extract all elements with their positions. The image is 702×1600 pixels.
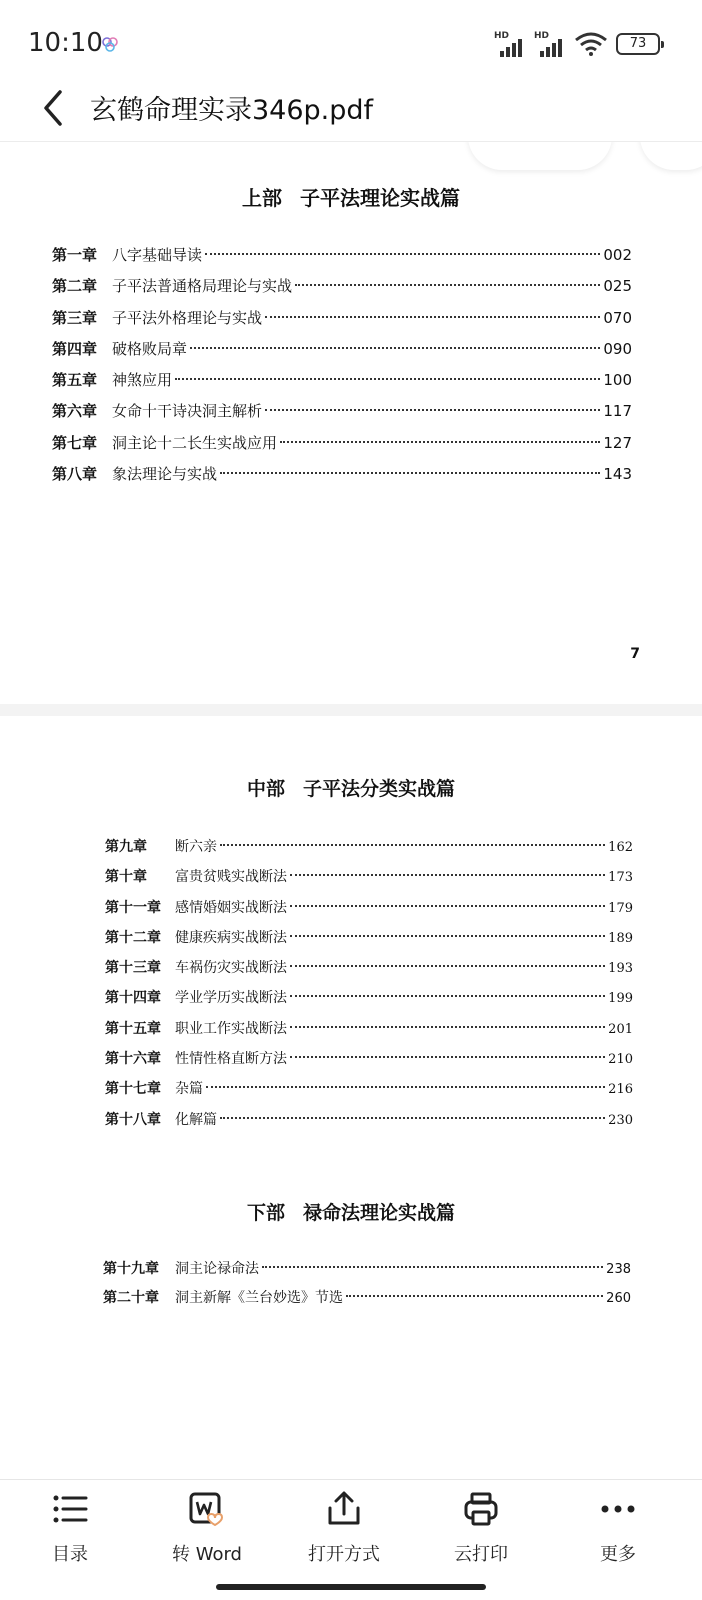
- section-heading: [0, 1198, 702, 1225]
- chapter-number: 第四章: [52, 339, 98, 358]
- battery-icon: 73: [616, 33, 660, 55]
- pdf-page: [0, 142, 702, 704]
- chapter-number: 第八章: [52, 465, 98, 484]
- more-label: 更多: [600, 1544, 636, 1565]
- chapter-title: 洞主论禄命法: [175, 1261, 259, 1277]
- chapter-title: 健康疾病实战断法: [175, 929, 287, 946]
- chapter-number: 第二章: [52, 277, 98, 296]
- toc-row: [52, 338, 632, 369]
- toc-button[interactable]: [10, 1480, 130, 1580]
- chapter-number: 第十七章: [105, 1081, 161, 1098]
- chapter-page: 238: [606, 1262, 631, 1277]
- toc-list: [105, 836, 633, 1139]
- chapter-page: 002: [603, 246, 632, 264]
- chapter-title: 性情性格直断方法: [175, 1051, 287, 1068]
- chapter-number: 第七章: [52, 433, 98, 452]
- chapter-page: 216: [608, 1082, 633, 1098]
- chapter-title: 感情婚姻实战断法: [175, 899, 287, 916]
- chapter-page: 162: [608, 840, 633, 855]
- chapter-title: 学业学历实战断法: [175, 990, 287, 1007]
- convert-word-label: 转 Word: [172, 1544, 242, 1565]
- toc-row: [52, 400, 632, 431]
- status-bar: [0, 0, 702, 80]
- cloud-print-label: 云打印: [454, 1544, 508, 1565]
- toc-row: [52, 244, 632, 275]
- pdf-viewer[interactable]: [0, 142, 702, 1479]
- chapter-number: 第五章: [52, 371, 98, 390]
- chapter-title: 神煞应用: [112, 371, 173, 390]
- toc-row: [52, 369, 632, 400]
- chapter-title: 化解篇: [175, 1111, 217, 1128]
- toc-row: [105, 1048, 633, 1078]
- word-convert-icon: [189, 1490, 225, 1528]
- chapter-number: 第十章: [105, 869, 147, 886]
- chapter-page: 173: [608, 870, 633, 886]
- cloud-print-button[interactable]: [421, 1480, 541, 1580]
- toc-row: [105, 1109, 633, 1139]
- chapter-page: 100: [603, 371, 632, 390]
- toc-row: [52, 432, 632, 463]
- toc-row: [105, 927, 633, 957]
- toc-row: [105, 866, 633, 896]
- convert-word-button[interactable]: [147, 1480, 267, 1580]
- toc-row: [52, 275, 632, 306]
- toc-row: [103, 1287, 631, 1316]
- chapter-title: 断六亲: [175, 839, 217, 855]
- chapter-page: 090: [603, 339, 632, 358]
- more-button[interactable]: [558, 1480, 678, 1580]
- chapter-number: 第二十章: [103, 1290, 159, 1306]
- floating-button[interactable]: [468, 142, 612, 170]
- chapter-page: 127: [603, 433, 632, 452]
- floating-button[interactable]: [640, 142, 702, 170]
- chapter-number: 第六章: [52, 402, 98, 421]
- chapter-number: 第十八章: [105, 1111, 161, 1128]
- chapter-number: 第十三章: [105, 960, 161, 977]
- chapter-number: 第十二章: [105, 929, 161, 946]
- back-arrow-icon[interactable]: [36, 86, 72, 130]
- chapter-page: 179: [608, 900, 633, 916]
- chapter-title: 富贵贫贱实战断法: [175, 869, 287, 886]
- chapter-page: 189: [608, 930, 633, 946]
- chapter-title: 象法理论与实战: [112, 465, 218, 484]
- toc-row: [103, 1258, 631, 1287]
- toc-list: [103, 1258, 631, 1316]
- section-heading: [0, 182, 702, 211]
- open-with-label: 打开方式: [308, 1544, 380, 1565]
- chapter-title: 子平法外格理论与实战: [112, 308, 263, 327]
- chapter-title: 杂篇: [175, 1081, 203, 1098]
- chapter-title: 车祸伤灾实战断法: [175, 960, 287, 977]
- chapter-page: 143: [603, 465, 632, 484]
- chapter-page: 260: [606, 1291, 631, 1306]
- chapter-page: 201: [608, 1021, 633, 1037]
- toc-row: [105, 1018, 633, 1048]
- chapter-page: 230: [608, 1112, 633, 1128]
- list-icon: [52, 1490, 88, 1528]
- toc-row: [52, 307, 632, 338]
- page-number: 7: [630, 646, 640, 662]
- toc-row: [105, 957, 633, 987]
- app-notification-icon: [100, 36, 120, 54]
- home-indicator[interactable]: [216, 1584, 486, 1590]
- toc-row: [52, 463, 632, 494]
- chapter-title: 女命十干诗决洞主解析: [112, 402, 263, 421]
- chapter-title: 破格败局章: [112, 339, 188, 358]
- toc-list: [52, 244, 632, 494]
- toc-row: [105, 1078, 633, 1108]
- pdf-page: [0, 716, 702, 1479]
- section-part: 下部: [246, 1202, 285, 1224]
- section-title: 子平法理论实战篇: [300, 186, 460, 210]
- chapter-number: 第十六章: [105, 1051, 161, 1068]
- signal-icon: HD: [494, 31, 526, 57]
- toc-row: [105, 897, 633, 927]
- more-icon: [600, 1490, 636, 1528]
- chapter-title: 八字基础导读: [112, 246, 203, 264]
- chapter-number: 第一章: [52, 246, 98, 264]
- toc-row: [105, 836, 633, 866]
- bottom-toolbar: [0, 1479, 702, 1600]
- chapter-number: 第十四章: [105, 990, 161, 1007]
- chapter-title: 子平法普通格局理论与实战: [112, 277, 293, 296]
- title-bar: [0, 80, 702, 142]
- chapter-page: 070: [603, 308, 632, 327]
- section-part: 中部: [246, 778, 285, 800]
- section-heading: [0, 774, 702, 801]
- chapter-page: 199: [608, 991, 633, 1007]
- open-with-button[interactable]: [284, 1480, 404, 1580]
- chapter-title: 洞主论十二长生实战应用: [112, 433, 278, 452]
- section-part: 上部: [242, 186, 282, 210]
- chapter-page: 117: [603, 402, 632, 421]
- printer-icon: [463, 1490, 499, 1528]
- chapter-number: 第十九章: [103, 1261, 159, 1277]
- chapter-title: 职业工作实战断法: [175, 1020, 287, 1037]
- chapter-page: 025: [603, 277, 632, 296]
- document-title: 玄鹤命理实录346p.pdf: [90, 95, 374, 126]
- toc-button-label: 目录: [52, 1544, 88, 1565]
- chapter-title: 洞主新解《兰台妙选》节选: [175, 1290, 343, 1306]
- toc-row: [105, 987, 633, 1017]
- status-time: 10:10: [28, 28, 103, 58]
- chapter-number: 第九章: [105, 839, 147, 855]
- chapter-number: 第十五章: [105, 1020, 161, 1037]
- signal-icon: HD: [534, 31, 566, 57]
- chapter-page: 193: [608, 961, 633, 977]
- wifi-icon: [574, 31, 608, 57]
- chapter-number: 第十一章: [105, 899, 161, 916]
- chapter-page: 210: [608, 1052, 633, 1068]
- section-title: 禄命法理论实战篇: [303, 1202, 456, 1224]
- share-icon: [326, 1490, 362, 1528]
- chapter-number: 第三章: [52, 308, 98, 327]
- section-title: 子平法分类实战篇: [303, 778, 456, 800]
